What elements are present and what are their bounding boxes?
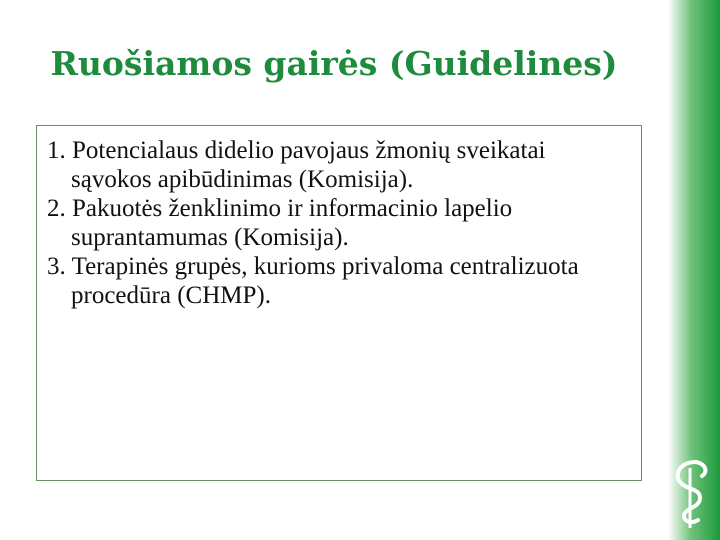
item-number: 2. (47, 195, 66, 222)
item-text: Pakuotės ženklinimo ir informacinio lapelio suprantamumas (Komisija). (71, 195, 513, 251)
item-text: Potencialaus didelio pavojaus žmonių sveikatai sąvokos apibūdinimas (Komisija). (71, 137, 546, 193)
slide-title: Ruošiamos gairės (Guidelines) (50, 44, 618, 83)
guideline-list (47, 136, 631, 310)
item-text: Terapinės grupės, kurioms privaloma centralizuota procedūra (CHMP). (71, 253, 579, 309)
list-item (47, 252, 631, 310)
caduceus-snake-icon (666, 458, 714, 530)
list-item (47, 194, 631, 252)
content-box (36, 125, 642, 481)
item-number: 3. (47, 253, 66, 280)
list-item (47, 136, 631, 194)
item-number: 1. (47, 137, 66, 164)
